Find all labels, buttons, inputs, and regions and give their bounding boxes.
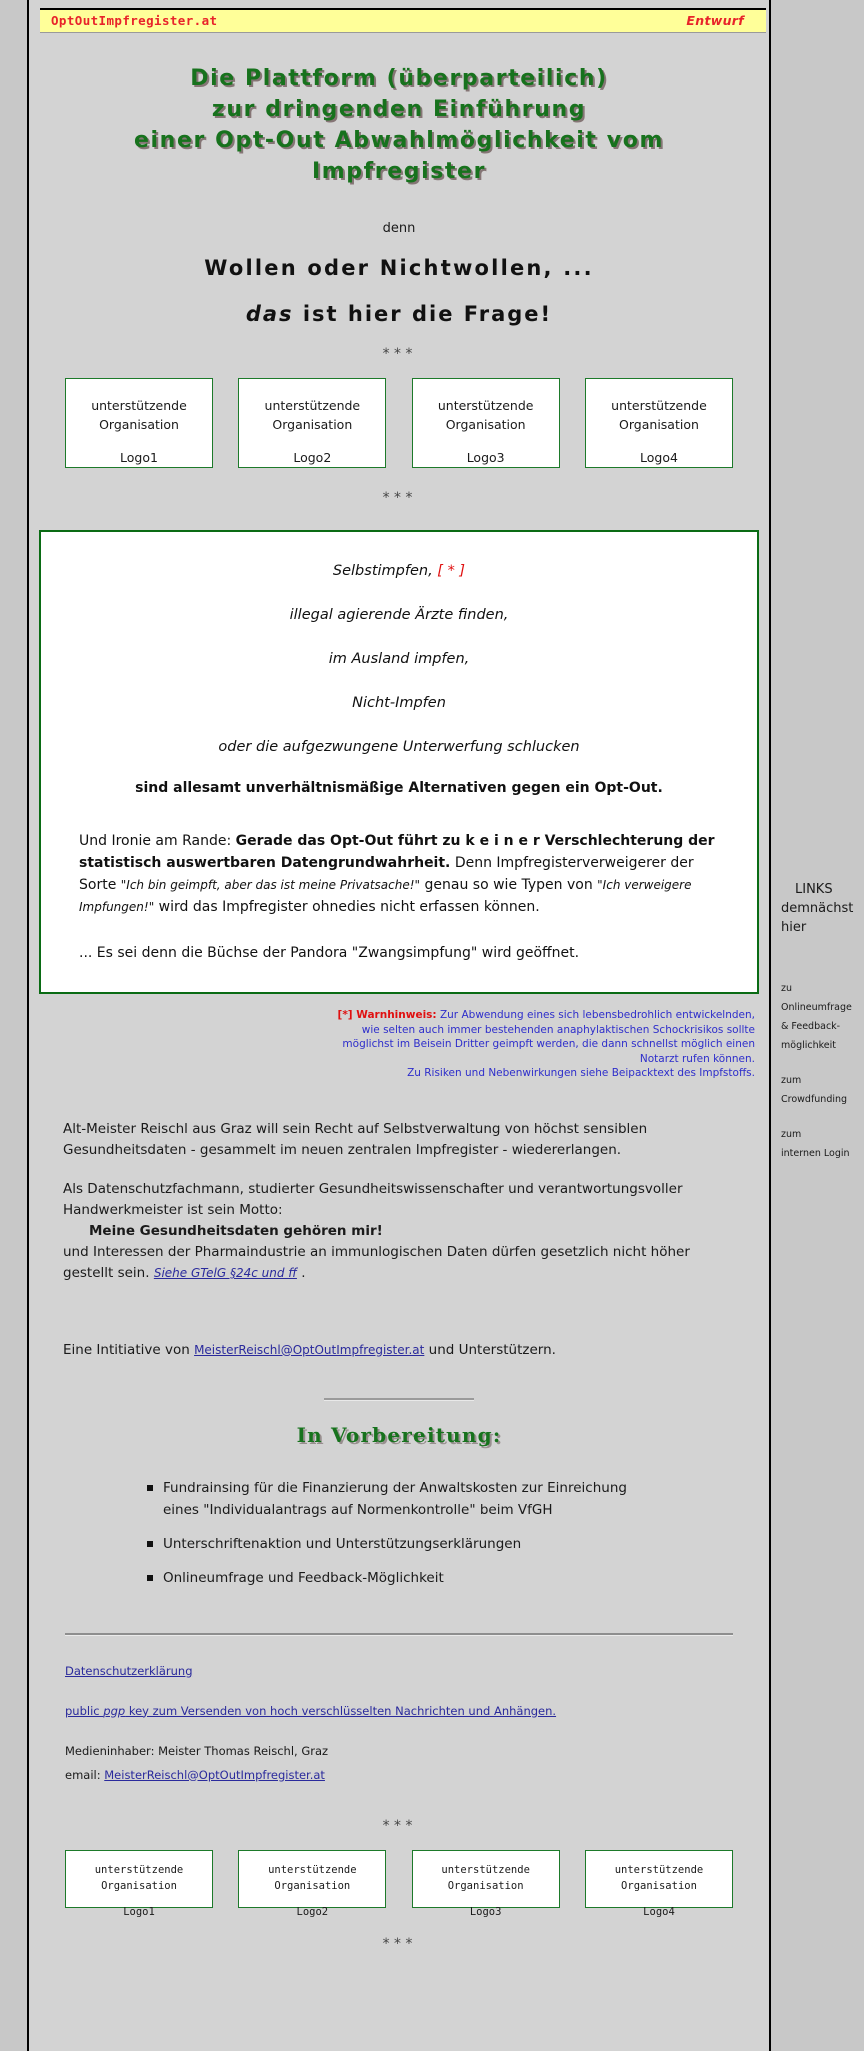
logo-org-line-1: unterstützende <box>441 1863 530 1876</box>
irony-quote-1: "Ich bin geimpft, aber das ist meine Privatsache!" <box>120 878 421 892</box>
footnote-marker: [ * ] <box>437 563 466 579</box>
intro-question-line-1: Wollen oder Nichtwollen, ... <box>204 256 594 280</box>
pandora-sentence: ... Es sei denn die Büchse der Pandora "Zwangsimpfung" wird geöffnet. <box>79 945 580 961</box>
logo-org-line-2: Organisation <box>101 1879 177 1892</box>
page-title <box>43 63 755 187</box>
page-title-line-1: Die Plattform (überparteilich) <box>190 66 608 91</box>
alternative-4: Nicht-Impfen <box>352 695 446 711</box>
logo-name: Logo4 <box>643 1905 675 1918</box>
prep-item-1-line-2: eines "Individualantrags auf Normenkontrolle" beim VfGH <box>163 1501 553 1518</box>
rail-link-survey[interactable] <box>781 979 864 1055</box>
logo-org-line-2: Organisation <box>99 417 179 432</box>
rail-link-login-line-1: zum <box>781 1129 802 1140</box>
intro-denn: denn <box>382 221 416 236</box>
logo-name: Logo2 <box>293 450 332 465</box>
site-name: OptOutImpfregister.at <box>51 13 218 28</box>
intro-question-rest: ist hier die Frage! <box>293 302 553 326</box>
alternative-1 <box>65 560 733 582</box>
body-paragraph-2a: Als Datenschutzfachmann, studierter Gesundheitswissenschafter und verantwortungsvoller Handwerkmeister ist sein Motto: <box>63 1180 683 1218</box>
rail-link-survey-line-1: zu Onlineumfrage <box>781 983 852 1013</box>
body-paragraph-1: Alt-Meister Reischl aus Graz will sein Recht auf Selbstverwaltung von höchst sensiblen Gesundheitsdaten - gesammelt im neuen zentralen Impfregister - wiedererlangen. <box>63 1120 648 1158</box>
supporter-logos-top <box>65 378 733 468</box>
alternative-5: oder die aufgezwungene Unterwerfung schlucken <box>218 739 580 755</box>
logo-name: Logo1 <box>120 450 158 465</box>
logo-org-line-1: unterstützende <box>611 398 707 413</box>
page-title-line-2: zur dringenden Einführung <box>211 97 587 122</box>
logo-box[interactable] <box>412 1850 560 1918</box>
logo-name: Logo4 <box>640 450 678 465</box>
body-copy <box>63 1119 733 1284</box>
warning-body: Zur Abwendung eines sich lebensbedrohlich entwickelnden, wie selten auch immer bestehenden anaphylaktischen Schockrisikos sollte möglichst im Beisein Dritter geimpft werden, die dann schnellst möglich einen Notarzt rufen können. <box>342 1009 755 1065</box>
irony-mid: Denn Impfregisterverweigerer der Sorte <box>79 855 694 893</box>
prep-item-1-line-1: Fundrainsing für die Finanzierung der Anwaltskosten zur Einreichung <box>163 1479 627 1496</box>
right-sidebar <box>775 0 864 2051</box>
site-header-bar <box>40 8 766 33</box>
rail-link-login[interactable] <box>781 1125 864 1163</box>
footer-email-link[interactable]: MeisterReischl@OptOutImpfregister.at <box>104 1767 325 1782</box>
warning-body-2: Zu Risiken und Nebenwirkungen siehe Beipacktext des Impfstoffs. <box>407 1067 755 1079</box>
rail-links <box>775 979 864 1163</box>
logo-name: Logo3 <box>466 450 505 465</box>
star-divider-footer-top: *** <box>381 1817 417 1834</box>
star-divider-mid: *** <box>381 490 417 506</box>
footer-email-row <box>65 1766 733 1784</box>
intro-question-emphasis: das <box>245 302 294 326</box>
page-title-line-4: Impfregister <box>311 159 487 184</box>
logo-name: Logo1 <box>123 1905 155 1918</box>
logo-box[interactable] <box>65 378 213 468</box>
logo-org-line-1: unterstützende <box>614 1863 704 1876</box>
law-reference-link[interactable]: Siehe GTelG §24c und ff <box>153 1265 297 1280</box>
rail-heading <box>775 880 864 937</box>
logo-box[interactable] <box>585 378 733 468</box>
logo-name: Logo2 <box>296 1905 329 1918</box>
rail-title: LINKS <box>795 882 833 897</box>
supporter-logos-bottom <box>65 1850 733 1918</box>
rail-link-survey-line-3: möglichkeit <box>781 1040 836 1051</box>
irony-lead: Und Ironie am Rande: <box>79 833 236 849</box>
prep-list <box>147 1477 733 1589</box>
warning-title: [*] Warnhinweis: <box>337 1009 437 1021</box>
logo-box[interactable] <box>238 378 386 468</box>
list-item <box>147 1533 733 1555</box>
list-item <box>147 1567 733 1589</box>
alternative-3: im Ausland impfen, <box>328 651 470 667</box>
initiative-prefix: Eine Intitiative von <box>63 1341 195 1358</box>
irony-quote-2: "Ich verweigere Impfungen!" <box>79 878 692 914</box>
logo-org-line-1: unterstützende <box>264 398 361 413</box>
logo-org-line-1: unterstützende <box>268 1863 357 1876</box>
alternatives-conclusion: sind allesamt unverhältnismäßige Alternativen gegen ein Opt-Out. <box>135 780 663 796</box>
logo-name: Logo3 <box>469 1905 502 1918</box>
initiative-email-link[interactable]: MeisterReischl@OptOutImpfregister.at <box>194 1342 425 1357</box>
star-divider-top: *** <box>381 346 417 362</box>
footer-owner: Medieninhaber: Meister Thomas Reischl, Graz <box>65 1743 329 1758</box>
rail-link-login-line-2: internen Login <box>781 1148 850 1159</box>
rail-link-crowdfunding[interactable] <box>781 1071 864 1109</box>
pgp-key-link[interactable] <box>65 1704 556 1718</box>
irony-bold: Gerade das Opt-Out führt zu k e i n e r Verschlechterung der statistisch auswertbaren Datengrundwahrheit. <box>79 833 715 871</box>
divider-short <box>324 1398 474 1401</box>
footer-privacy-row <box>65 1662 733 1680</box>
pgp-emphasis: pgp <box>103 1703 126 1718</box>
logo-org-line-1: unterstützende <box>437 398 534 413</box>
logo-org-line-2: Organisation <box>272 417 353 432</box>
logo-box[interactable] <box>585 1850 733 1918</box>
logo-org-line-1: unterstützende <box>91 398 187 413</box>
logo-box[interactable] <box>412 378 560 468</box>
list-item <box>147 1477 733 1521</box>
logo-org-line-2: Organisation <box>445 417 526 432</box>
prep-item-2-line-1: Unterschriftenaktion und Unterstützungserklärungen <box>163 1535 522 1552</box>
alternatives-box <box>39 530 759 994</box>
logo-box[interactable] <box>65 1850 213 1918</box>
body-paragraph-2 <box>63 1179 733 1284</box>
prep-heading: In Vorbereitung: <box>296 1422 502 1447</box>
body-paragraph-2b: und Interessen der Pharmaindustrie an immunlogischen Daten dürfen gesetzlich nicht höher gestellt sein. <box>63 1243 690 1281</box>
motto-text: Meine Gesundheitsdaten gehören mir! <box>89 1222 383 1239</box>
irony-tail: wird das Impfregister ohnedies nicht erfassen können. <box>154 899 540 915</box>
alternative-2: illegal agierende Ärzte finden, <box>289 607 509 623</box>
rail-sub-1: demnächst <box>781 901 854 916</box>
rail-sub-2: hier <box>781 920 807 935</box>
rail-link-survey-line-2: & Feedback- <box>781 1021 841 1032</box>
intro-question-line-2 <box>29 302 769 326</box>
content-column <box>27 0 771 2051</box>
rail-link-crowdfunding-line-2: Crowdfunding <box>781 1094 848 1105</box>
warning-footnote <box>329 1008 755 1081</box>
footer-email-label: email: <box>65 1767 105 1782</box>
logo-org-line-2: Organisation <box>274 1879 351 1892</box>
body-paragraph-2c: . <box>296 1264 306 1281</box>
privacy-policy-link[interactable]: Datenschutzerklärung <box>65 1663 193 1678</box>
irony-mid-2: genau so wie Typen von <box>420 877 598 893</box>
star-divider-bottom: *** <box>381 1935 417 1952</box>
rail-link-crowdfunding-line-1: zum <box>781 1075 802 1086</box>
alternative-1-text: Selbstimpfen, <box>332 563 433 579</box>
footer-pgp-row <box>65 1702 733 1720</box>
logo-org-line-1: unterstützende <box>94 1863 184 1876</box>
irony-paragraph <box>79 830 725 918</box>
logo-org-line-2: Organisation <box>619 417 699 432</box>
logo-org-line-2: Organisation <box>621 1879 697 1892</box>
logo-box[interactable] <box>238 1850 386 1918</box>
prep-item-3-line-1: Onlineumfrage und Feedback-Möglichkeit <box>163 1569 444 1586</box>
divider-long <box>65 1633 733 1636</box>
pgp-prefix: public <box>65 1703 104 1718</box>
footer <box>65 1662 733 1784</box>
page-title-line-3: einer Opt-Out Abwahlmöglichkeit vom <box>134 128 664 153</box>
initiative-suffix: und Unterstützern. <box>424 1341 556 1358</box>
initiative-line <box>63 1342 733 1358</box>
pgp-suffix: key zum Versenden von hoch verschlüsselten Nachrichten und Anhängen. <box>125 1703 557 1718</box>
status-badge-draft: Entwurf <box>686 13 744 28</box>
logo-org-line-2: Organisation <box>447 1879 524 1892</box>
